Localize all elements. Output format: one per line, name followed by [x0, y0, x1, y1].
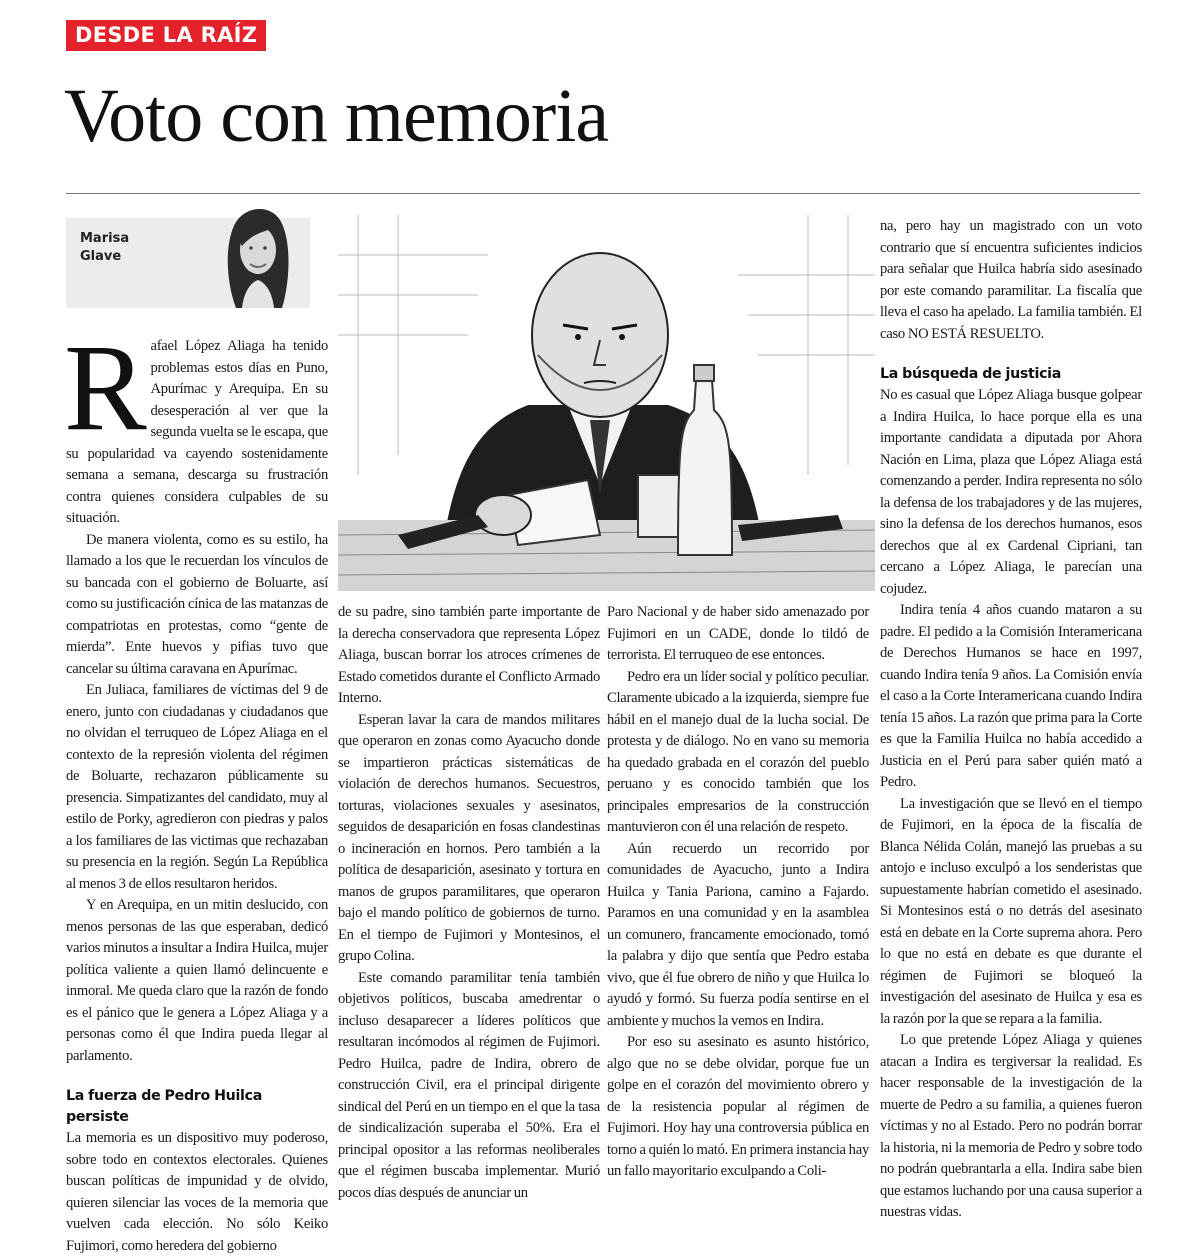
article-paragraph: Indira tenía 4 años cuando mataron a su padre. El pedido a la Comisión Interamericana de Derechos Humanos se hace en 1997, cuando Indira tenía 9 años. La Comisión envía el caso a la Corte Interamericana cuando Indira tenía 15 años. La razón que prima para la Corte es que la Familia Huilca no había accedido a Justicia en el Perú para saber quién mató a Pedro.	[880, 602, 1142, 790]
article-paragraph: De manera violenta, como es su estilo, ha llamado a los que le recuerdan los vínculos de su bancada con el gobierno de Boluarte, así como su justificación cínica de las matanzas de compatriotas en protestas, como “gente de mierda”. Ente huevos y pifias tuvo que cancelar su última caravana en Apurímac.	[66, 531, 328, 677]
drop-cap: R	[64, 319, 147, 456]
paragraph-text: afael López Aliaga ha tenido problemas estos días en Puno, Apurímac y Arequipa. En su desesperación al ver que la segunda vuelta se le escapa, que su popularidad va cayendo sostenidamente semana a semana, descarga su frustración contra quienes considera culpables de su situación.	[66, 338, 328, 526]
article-paragraph	[64, 319, 328, 530]
divider	[66, 193, 1140, 194]
author-name	[80, 230, 160, 266]
author-last-name: Glave	[80, 249, 122, 264]
article-paragraph: Y en Arequipa, en un mitin deslucido, con menos personas de las que esperaban, dedicó varios minutos a insultar a Indira Huilca, mujer política valiente a quien llamó delincuente e inmoral. Me queda claro que la razón de fondo es el pánico que le genera a López Aliaga y a personas como él que Indira pueda llegar al parlamento.	[66, 897, 328, 1064]
section-subheading: La búsqueda de justicia	[880, 366, 1062, 382]
article-paragraph: de su padre, sino también parte importante de la derecha conservadora que representa López Aliaga, buscan borrar los atroces crímenes de Estado cometidos durante el Conflicto Armado Interno.	[338, 604, 600, 706]
article-column-3	[607, 602, 869, 1183]
article-paragraph: na, pero hay un magistrado con un voto contrario que sí encuentra suficientes indicios para señalar que Huilca habría sido asesinado por este comando paramilitar. La fiscalía que lleva el caso ha apelado. La familia también. El caso NO ESTÁ RESUELTO.	[880, 218, 1142, 342]
article-paragraph: La investigación que se llevó en el tiempo de Fujimori, en la época de la fiscalía de Blanca Nélida Colán, manejó las pruebas a su antojo e incluso exculpó a los senderistas que supuestamente habrían cometido el asesinado. Si Montesinos está o no detrás del asesinato está en debate en la Corte suprema ahora. Pero lo que no está en debate es que durante el régimen de Fujimori se bloqueó la investigación del asesinato de Huilca y esa es la razón por la que se repara a la familia.	[880, 795, 1142, 1027]
section-label: DESDE LA RAÍZ	[66, 20, 266, 51]
article-paragraph: La memoria es un dispositivo muy poderoso, sobre todo en contextos electorales. Quienes buscan políticas de impunidad y de olvido, quieren silenciar las voces de la memoria que vuelven cada elección. No sólo Keiko Fujimori, como heredera del gobierno	[66, 1130, 328, 1254]
headline: Voto con memoria	[64, 74, 609, 158]
article-paragraph: En Juliaca, familiares de víctimas del 9 de enero, junto con ciudadanas y ciudadanos que no olvidan el terruqueo de López Aliaga en el contexto de la represión violenta del régimen de Boluarte, rechazaron públicamente su presencia. Simpatizantes del candidato, muy al estilo de Porky, agredieron con piedras y palos a los familiares de las victimas que rechazaban su presencia en la región. Según La República al menos 3 de ellos resultaron heridos.	[66, 682, 328, 892]
article-paragraph: Aún recuerdo un recorrido por comunidades de Ayacucho, junto a Indira Huilca y Tania Pariona, camino a Fajardo. Paramos en una comunidad y en la asamblea un comunero, francamente emocionado, tomó la palabra y dijo que sentía que Pedro estaba vivo, que él fue obrero de niño y que Huilca lo ayudó y formó. Su fuerza podía sentirse en el ambiente y muchos la vemos en Indira.	[607, 840, 869, 1029]
article-illustration	[338, 215, 875, 591]
article-column-2	[338, 602, 600, 1204]
article-paragraph: No es casual que López Aliaga busque golpear a Indira Huilca, lo hace porque ella es una importante candidata a diputada por Ahora Nación en Lima, plaza que López Aliaga está comenzando a perder. Indira representa no sólo la defensa de los trabajadores y de las mujeres, sino la defensa de los derechos humanos, esos derechos que al ex Cardenal Cipriani, tan cercano a López Aliaga, le parecían una cojudez.	[880, 387, 1142, 597]
article-paragraph: Pedro era un líder social y político peculiar. Claramente ubicado a la izquierda, siempre fue hábil en el manejo dual de la lucha social. De protesta y de diálogo. No en vano su memoria ha quedado grabada en el corazón del pueblo peruano y es conocido también que los principales empresarios de la construcción mantuvieron con él una relación de respeto.	[607, 668, 869, 835]
article-column-4	[880, 216, 1142, 1224]
section-subheading: La fuerza de Pedro Huilca persiste	[66, 1088, 262, 1125]
article-paragraph: Paro Nacional y de haber sido amenazado por Fujimori en un CADE, donde lo tildó de terrorista. El terruqueo de ese entonces.	[607, 604, 869, 663]
author-first-name: Marisa	[80, 231, 130, 246]
article-paragraph: Este comando paramilitar tenía también objetivos políticos, buscaba amedrentar o incluso desaparecer a líderes políticos que resultaran incómodos al régimen de Fujimori. Pedro Huilca, padre de Indira, obrero de construcción Civil, era el principal dirigente sindical del Perú en un tiempo en el que la tasa de sindicalización superaba el 50%. Era el principal opositor a las reformas neoliberales que el régimen buscaba implementar. Murió pocos días después de anunciar un	[338, 969, 600, 1201]
article-paragraph: Por eso su asesinato es asunto histórico, algo que no se debe olvidar, porque fue un golpe en el corazón del movimiento obrero y de la resistencia popular al régimen de Fujimori. Hoy hay una controversia pública en torno a quién lo mató. En primera instancia hay un fallo mayoritario exculpando a Coli-	[607, 1034, 869, 1179]
author-photo	[206, 202, 306, 308]
article-column-1	[64, 319, 328, 1257]
article-paragraph: Esperan lavar la cara de mandos militares que operaron en zonas como Ayacucho donde se impartieron prácticas sistemáticas de violación de derechos humanos. Secuestros, torturas, violaciones sexuales y asesinatos, seguidos de desaparición en fosas clandestinas o incineración en hornos. Pero también a la política de desaparición, asesinato y tortura en manos de grupos paramilitares, que operaron bajo el mando político de gobiernos de turno. En el tiempo de Fujimori y Montesinos, el grupo Colina.	[338, 711, 600, 964]
article-paragraph: Lo que pretende López Aliaga y quienes atacan a Indira es tergiversar la realidad. Es hacer responsable de la investigación de la muerte de Pedro a su familia, a quienes fueron víctimas y no al Estado. Pero no podrán borrar la historia, ni la memoria de Pedro y sobre todo no podrán quebrantarla a ella. Indira sabe bien que estamos luchando por una causa superior a nuestras vidas.	[880, 1032, 1142, 1220]
author-box	[66, 218, 310, 308]
